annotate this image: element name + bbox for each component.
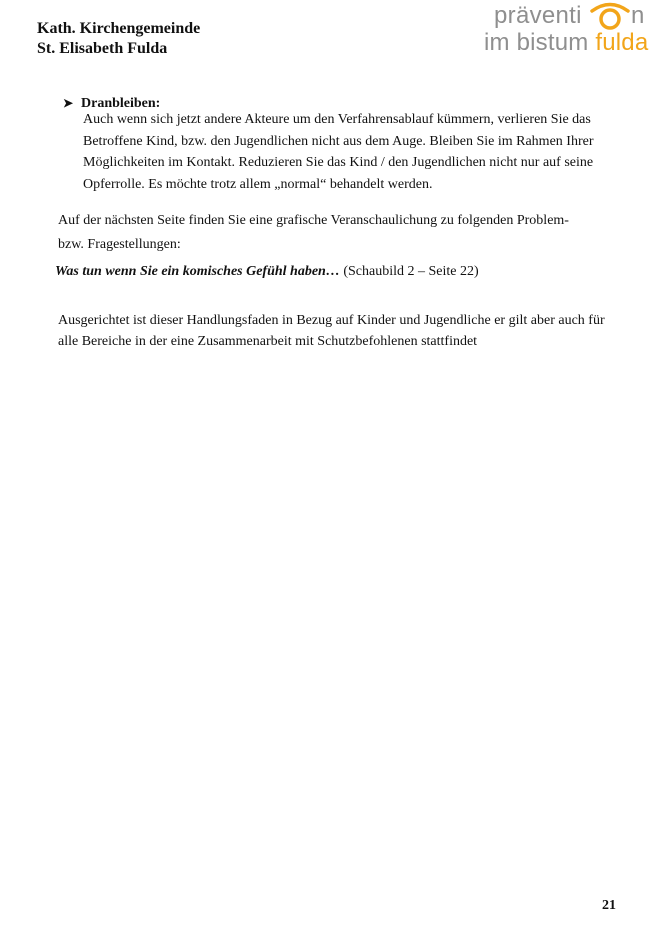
paragraph-line: alle Bereiche in der eine Zusammenarbeit mit Schutzbefohlenen stattfindet (58, 334, 478, 349)
intro-paragraph (58, 209, 628, 257)
page-number: 21 (602, 898, 616, 913)
note-paragraph (58, 310, 638, 352)
paragraph-line: Auch wenn sich jetzt andere Akteure um den Verfahrensablauf kümmern, verlieren Sie das (83, 112, 591, 127)
paragraph-line: Möglichkeiten im Kontakt. Reduzieren Sie das Kind / den Jugendlichen nicht nur auf seine (83, 155, 594, 170)
logo-text-n: n (631, 2, 645, 29)
praevention-logo (484, 2, 656, 60)
paragraph-line: Ausgerichtet ist dieser Handlungsfaden in Bezug auf Kinder und Jugendliche er gilt aber auch für (58, 313, 605, 328)
org-name-line1: Kath. Kirchengemeinde (37, 20, 201, 37)
org-name-line2: St. Elisabeth Fulda (37, 40, 168, 57)
paragraph-line: bzw. Fragestellungen: (58, 237, 181, 252)
paragraph-line: Opferrolle. Es möchte trotz allem „normal“ behandelt werden. (83, 176, 433, 192)
paragraph-line: Betroffene Kind, bzw. den Jugendlichen nicht aus dem Auge. Bleiben Sie im Rahmen Ihrer (83, 133, 594, 149)
logo-text-bottom (484, 29, 648, 57)
question-line (55, 261, 635, 283)
section-heading-text: Dranbleiben: (81, 96, 161, 111)
eye-icon (588, 2, 632, 32)
header-title (37, 19, 200, 59)
question-emphasis: Was tun wenn Sie ein komisches Gefühl haben… (55, 264, 340, 279)
logo-text-fulda: fulda (595, 29, 649, 56)
question-reference: (Schaubild 2 – Seite 22) (339, 264, 479, 279)
logo-text-top: präventi (494, 2, 582, 29)
paragraph-line: Auf der nächsten Seite finden Sie eine grafische Veranschaulichung zu folgenden Problem- (58, 213, 569, 228)
section-paragraph (83, 109, 643, 195)
logo-text-im-bistum: im bistum (484, 29, 596, 56)
arrow-bullet-icon: ➤ (63, 96, 74, 110)
